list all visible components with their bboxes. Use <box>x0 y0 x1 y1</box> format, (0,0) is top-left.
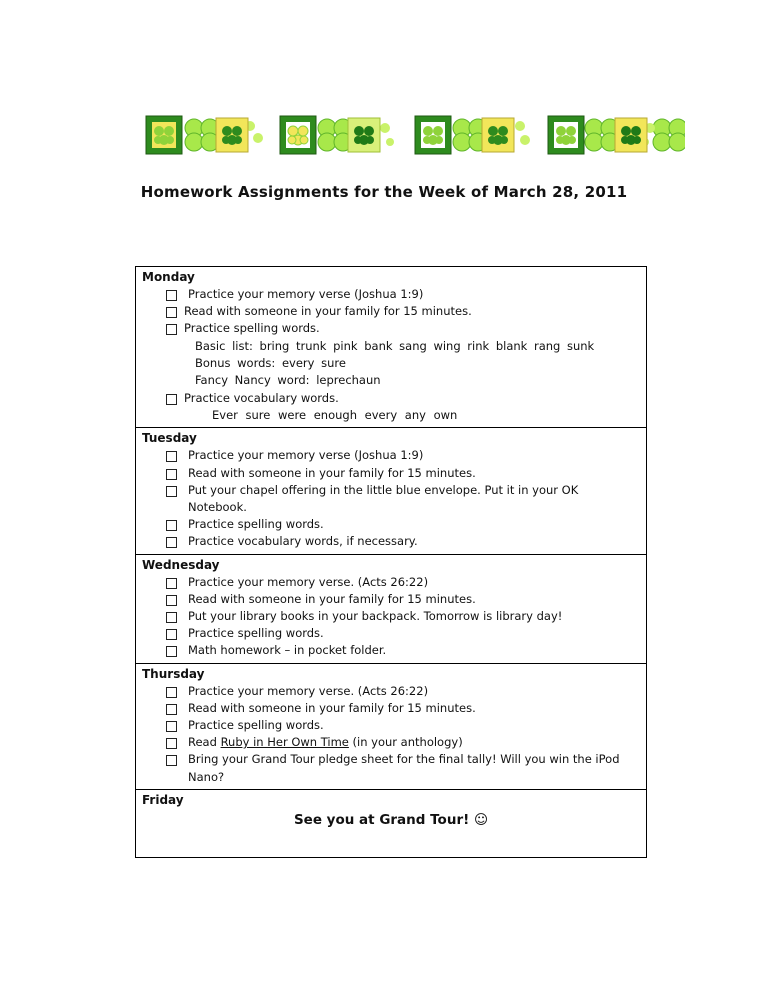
checkbox[interactable] <box>166 687 177 698</box>
task-item <box>142 591 640 608</box>
checkbox[interactable] <box>166 520 177 531</box>
checkbox[interactable] <box>166 486 177 497</box>
checkbox[interactable] <box>166 451 177 462</box>
checkbox[interactable] <box>166 469 177 480</box>
task-item <box>142 717 640 734</box>
checkbox[interactable] <box>166 578 177 589</box>
task-item <box>142 320 640 337</box>
checkbox[interactable] <box>166 307 177 318</box>
day-friday <box>136 789 646 857</box>
task-text: Put your library books in your backpack. Tomorrow is library day! <box>188 609 563 624</box>
book-title: Ruby in Her Own Time <box>220 735 349 750</box>
checkbox[interactable] <box>166 595 177 606</box>
checkbox[interactable] <box>166 646 177 657</box>
day-name: Friday <box>142 792 184 807</box>
task-item <box>142 447 640 464</box>
day-name: Monday <box>142 270 195 284</box>
task-item <box>142 642 640 659</box>
task-text: Practice vocabulary words. <box>184 390 339 405</box>
task-text: Practice spelling words. <box>188 718 324 733</box>
fancy-nancy-word: Fancy Nancy word: leprechaun <box>195 373 381 388</box>
task-item <box>142 683 640 700</box>
task-item <box>142 625 640 642</box>
task-text: Practice spelling words. <box>188 626 324 641</box>
basic-list: Basic list: bring trunk pink bank sang wing rink blank rang sunk <box>195 338 595 353</box>
day-tuesday <box>136 427 646 553</box>
day-wednesday <box>136 554 646 663</box>
checkbox[interactable] <box>166 629 177 640</box>
task-item <box>142 700 640 717</box>
task-text: Practice your memory verse. (Acts 26:22) <box>188 574 429 589</box>
task-item <box>142 751 640 785</box>
task-item <box>142 286 640 303</box>
checkbox[interactable] <box>166 704 177 715</box>
checkbox[interactable] <box>166 324 177 335</box>
day-name: Tuesday <box>142 431 197 446</box>
checkbox[interactable] <box>166 755 177 766</box>
task-text: Math homework – in pocket folder. <box>188 643 387 658</box>
day-name: Thursday <box>142 666 205 681</box>
day-monday <box>136 267 646 427</box>
task-item <box>142 465 640 482</box>
vocab-words: Ever sure were enough every any own <box>212 408 458 423</box>
task-item <box>142 734 640 751</box>
task-text: Practice your memory verse (Joshua 1:9) <box>188 448 424 463</box>
task-text: Read with someone in your family for 15 minutes. <box>188 591 476 606</box>
checkbox[interactable] <box>166 721 177 732</box>
task-text: Practice spelling words. <box>188 517 324 532</box>
task-text-suffix: (in your anthology) <box>348 735 463 750</box>
task-item <box>142 516 640 533</box>
checkbox[interactable] <box>166 394 177 405</box>
day-name: Wednesday <box>142 557 220 572</box>
task-text: Read with someone in your family for 15 minutes. <box>188 700 476 715</box>
task-text: Practice your memory verse. (Acts 26:22) <box>188 683 429 698</box>
task-item <box>142 303 640 320</box>
checkbox[interactable] <box>166 537 177 548</box>
checkbox[interactable] <box>166 290 177 301</box>
task-text: Read with someone in your family for 15 minutes. <box>188 465 476 480</box>
task-item <box>142 533 640 550</box>
checkbox[interactable] <box>166 612 177 623</box>
page-title: Homework Assignments for the Week of March 28, 2011 <box>140 183 628 201</box>
bonus-words: Bonus words: every sure <box>195 356 346 371</box>
task-item <box>142 482 640 516</box>
task-item <box>142 390 640 407</box>
task-text: Practice your memory verse (Joshua 1:9) <box>188 287 424 301</box>
friday-message: See you at Grand Tour! ☺ <box>293 811 489 828</box>
task-text: Bring your Grand Tour pledge sheet for the final tally! Will you win the iPod Nano? <box>188 752 620 784</box>
task-item <box>142 574 640 591</box>
day-thursday <box>136 663 646 789</box>
task-item <box>142 608 640 625</box>
task-text-prefix: Read <box>188 735 221 750</box>
shamrock-border-icon <box>140 108 685 164</box>
task-text: Practice vocabulary words, if necessary. <box>188 534 418 549</box>
task-text: Practice spelling words. <box>184 321 320 336</box>
task-text: Read with someone in your family for 15 minutes. <box>184 304 472 319</box>
assignments-table <box>135 266 647 858</box>
task-text: Put your chapel offering in the little blue envelope. Put it in your OK Notebook. <box>188 482 579 515</box>
checkbox[interactable] <box>166 738 177 749</box>
